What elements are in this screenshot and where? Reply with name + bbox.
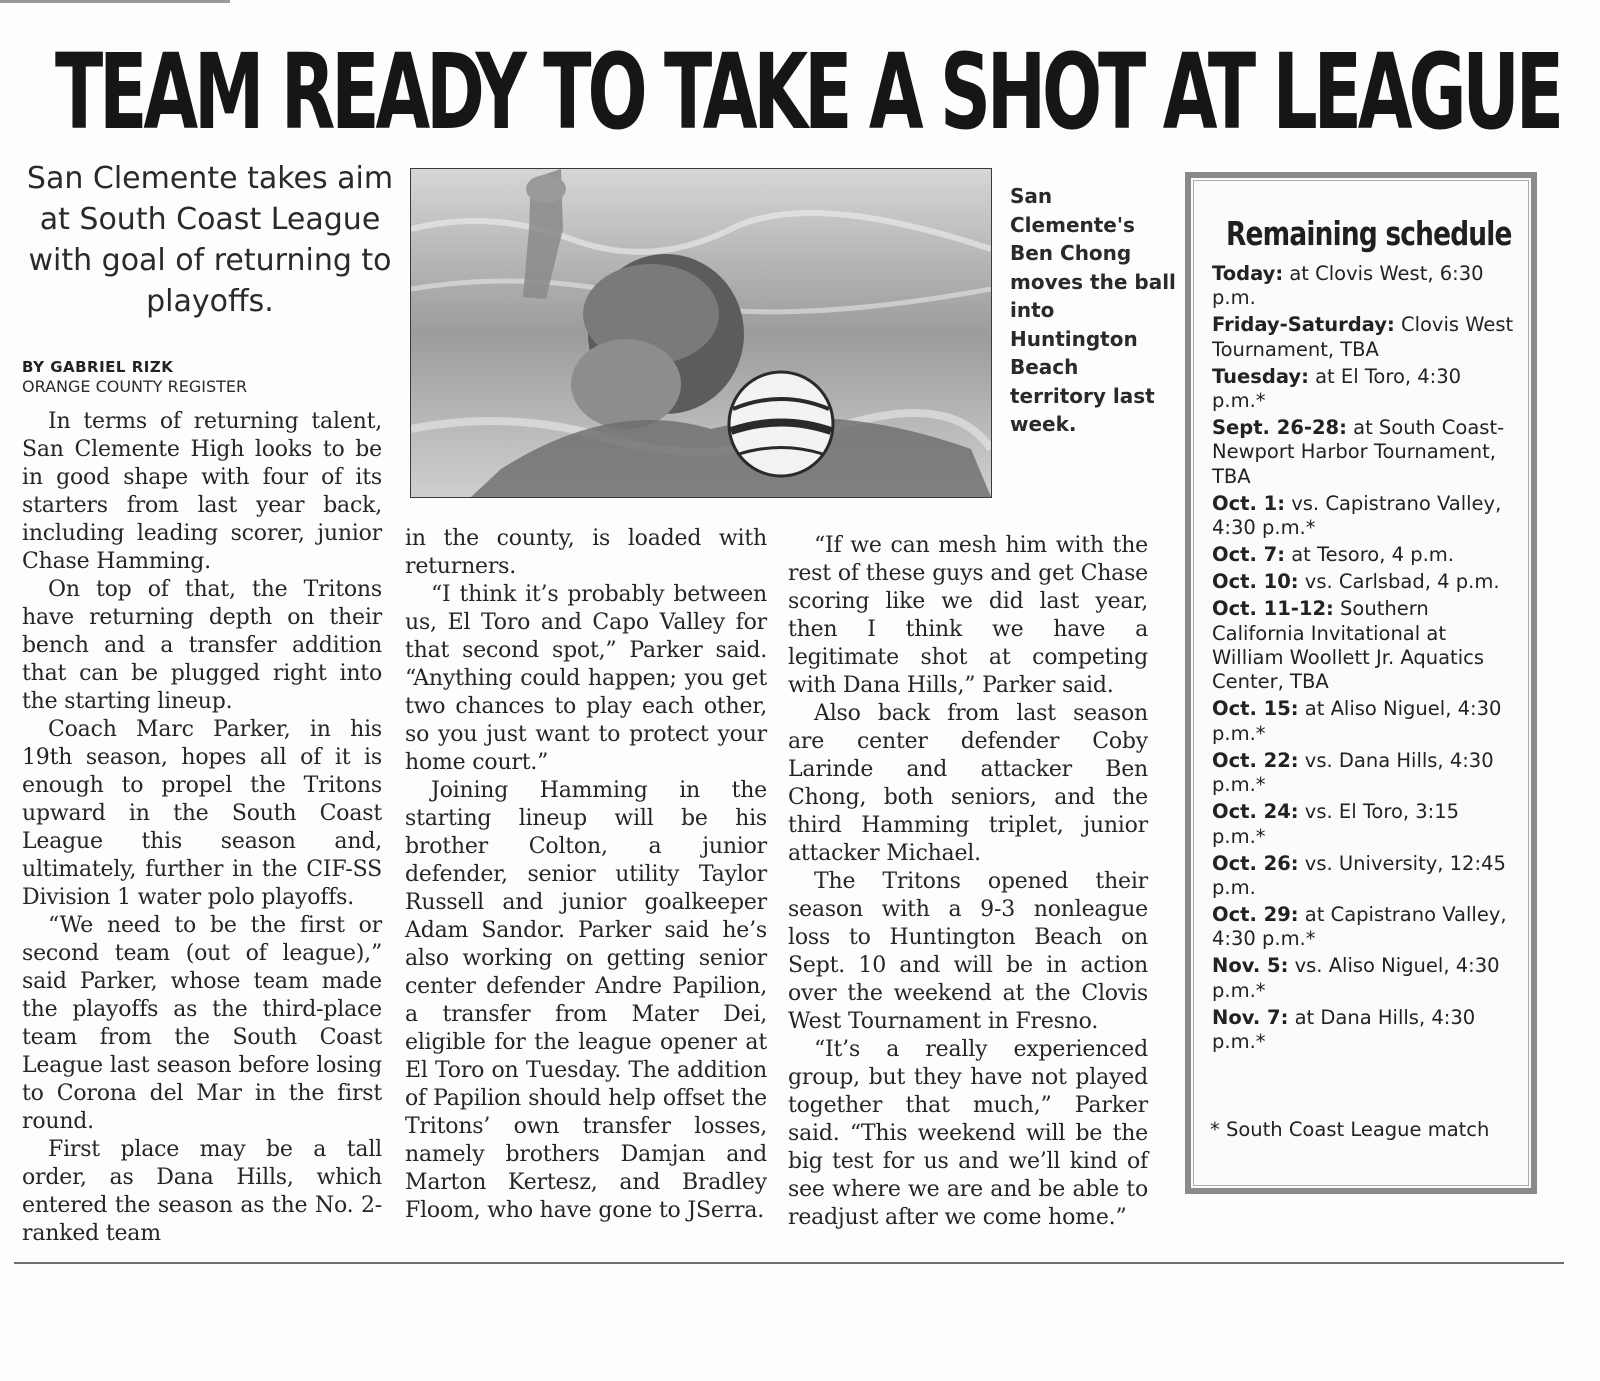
schedule-entry <box>1212 597 1518 694</box>
schedule-entry <box>1212 852 1518 901</box>
schedule-entry <box>1212 416 1518 489</box>
schedule-detail: vs. University, 12:45 p.m. <box>1212 851 1506 899</box>
schedule-date: Oct. 11-12: <box>1212 597 1334 621</box>
schedule-detail: Southern California Invitational at William Woollett Jr. Aquatics Center, TBA <box>1212 597 1484 694</box>
schedule-entry <box>1212 697 1518 746</box>
schedule-detail: Clovis West Tournament, TBA <box>1212 313 1514 361</box>
schedule-entry <box>1212 492 1518 541</box>
schedule-list <box>1212 262 1518 1057</box>
article-paragraph: “It’s a really experienced group, but they have not played together that much,” Parker said. “This weekend will be the big test for us and we’ll kind of see where we are and be able to readjust after we come home.” <box>788 1037 1148 1230</box>
schedule-date: Sept. 26-28: <box>1212 416 1347 440</box>
schedule-detail: vs. El Toro, 3:15 p.m.* <box>1212 800 1460 848</box>
water-polo-photo <box>410 168 992 498</box>
schedule-date: Friday-Saturday: <box>1212 313 1395 337</box>
schedule-detail: vs. Carlsbad, 4 p.m. <box>1298 570 1500 594</box>
article-paragraph: The Tritons opened their season with a 9-3 nonleague loss to Huntington Beach on Sept. 10 and will be in action over the weekend at the Clovis West Tournament in Fresno. <box>788 869 1148 1034</box>
clipping-top-edge <box>0 0 230 3</box>
article-column-3 <box>788 532 1148 1232</box>
clipping-bottom-edge <box>14 1262 1564 1264</box>
schedule-date: Oct. 15: <box>1212 697 1299 721</box>
schedule-detail: at Aliso Niguel, 4:30 p.m.* <box>1212 697 1502 745</box>
schedule-date: Today: <box>1212 262 1284 285</box>
schedule-date: Oct. 7: <box>1212 543 1286 567</box>
photo-caption: San Clemente's Ben Chong moves the ball into Huntington Beach territory last week. <box>1010 184 1176 436</box>
article-paragraph: Also back from last season are center defender Coby Larinde and attacker Ben Chong, both seniors, and the third Hamming triplet, junior attacker Michael. <box>788 701 1148 866</box>
article-paragraph: “If we can mesh him with the rest of these guys and get Chase scoring like we did last year, then I think we have a legitimate shot at competing with Dana Hills,” Parker said. <box>788 533 1148 698</box>
schedule-date: Oct. 26: <box>1212 851 1299 875</box>
article-column-2 <box>405 525 767 1225</box>
byline-organization: ORANGE COUNTY REGISTER <box>22 377 248 396</box>
schedule-entry <box>1212 749 1518 798</box>
schedule-date: Oct. 22: <box>1212 748 1299 772</box>
schedule-detail: at El Toro, 4:30 p.m.* <box>1212 364 1462 413</box>
article-column-1 <box>22 408 382 1248</box>
schedule-date: Oct. 10: <box>1212 570 1299 594</box>
article-paragraph: In terms of returning talent, San Clemente High looks to be in good shape with four of its starters from last year back, including leading scorer, junior Chase Hamming. <box>22 409 382 574</box>
deck-subheadline: San Clemente takes aim at South Coast League with goal of returning to playoffs. <box>26 161 394 319</box>
schedule-title: Remaining schedule <box>1226 214 1512 253</box>
schedule-detail: vs. Capistrano Valley, 4:30 p.m.* <box>1212 491 1502 540</box>
schedule-entry <box>1212 262 1518 311</box>
schedule-date: Nov. 7: <box>1212 1005 1289 1029</box>
schedule-detail: at Clovis West, 6:30 p.m. <box>1212 262 1484 310</box>
schedule-date: Oct. 29: <box>1212 902 1299 926</box>
article-paragraph: Coach Marc Parker, in his 19th season, hopes all of it is enough to propel the Tritons upward in the South Coast League this season and, ultimately, further in the CIF-SS Division 1 water polo playoffs. <box>22 717 382 910</box>
schedule-entry <box>1212 903 1518 952</box>
schedule-detail: at South Coast-Newport Harbor Tournament, TBA <box>1212 416 1505 488</box>
article-paragraph: in the county, is loaded with returners. <box>405 526 767 579</box>
photo-illustration <box>411 169 991 497</box>
article-paragraph: On top of that, the Tritons have returning depth on their bench and a transfer addition that can be plugged right into the starting lineup. <box>22 577 382 714</box>
schedule-detail: vs. Dana Hills, 4:30 p.m.* <box>1212 748 1494 797</box>
article-paragraph: First place may be a tall order, as Dana Hills, which entered the season as the No. 2-ranked team <box>22 1137 382 1246</box>
schedule-detail: vs. Aliso Niguel, 4:30 p.m.* <box>1212 954 1500 1002</box>
schedule-detail: at Dana Hills, 4:30 p.m.* <box>1212 1005 1476 1054</box>
headline: TEAM READY TO TAKE A SHOT AT LEAGUE <box>55 31 1560 153</box>
schedule-date: Oct. 1: <box>1212 491 1286 515</box>
schedule-entry <box>1212 954 1518 1003</box>
schedule-date: Oct. 24: <box>1212 800 1299 824</box>
schedule-entry <box>1212 365 1518 414</box>
schedule-date: Nov. 5: <box>1212 954 1289 978</box>
article-paragraph: “We need to be the first or second team (out of league),” said Parker, whose team made the playoffs as the third-place team from the South Coast League last season before losing to Corona del Mar in the first round. <box>22 913 382 1134</box>
article-paragraph: Joining Hamming in the starting lineup will be his brother Colton, a junior defender, senior utility Taylor Russell and junior goalkeeper Adam Sandor. Parker said he’s also working on getting senior center defender Andre Papilion, a transfer from Mater Dei, eligible for the league opener at El Toro on Tuesday. The addition of Papilion should help offset the Tritons’ own transfer losses, namely brothers Damjan and Marton Kertesz, and Bradley Floom, who have gone to JSerra. <box>405 778 767 1223</box>
byline: BY GABRIEL RIZK <box>22 358 174 376</box>
schedule-date: Tuesday: <box>1212 364 1309 388</box>
schedule-footnote: * South Coast League match <box>1210 1118 1490 1141</box>
schedule-entry <box>1212 543 1518 567</box>
schedule-detail: at Capistrano Valley, 4:30 p.m.* <box>1212 902 1507 951</box>
schedule-entry <box>1212 570 1518 594</box>
schedule-entry <box>1212 1006 1518 1055</box>
schedule-entry <box>1212 800 1518 849</box>
article-paragraph: “I think it’s probably between us, El Toro and Capo Valley for that second spot,” Parker said. “Anything could happen; you get two chances to play each other, so you just want to protect your home court.” <box>405 582 767 775</box>
schedule-detail: at Tesoro, 4 p.m. <box>1285 543 1454 567</box>
schedule-entry <box>1212 313 1518 362</box>
